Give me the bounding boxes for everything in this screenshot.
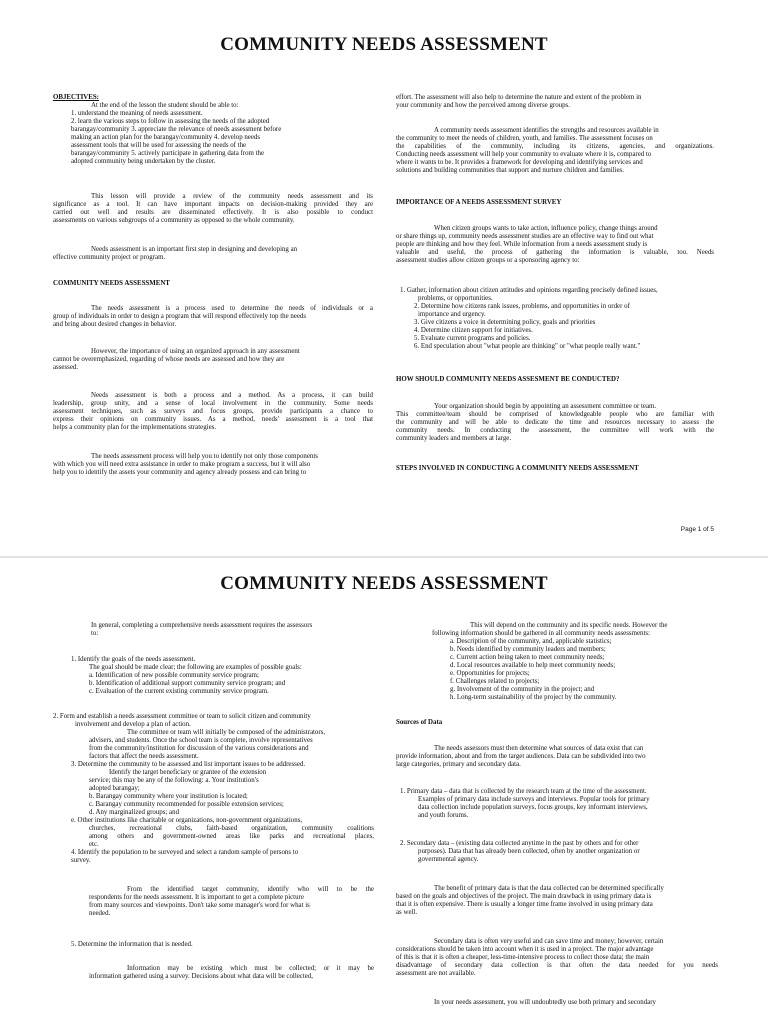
left-column (53, 622, 375, 1022)
text-line: considerations should be taken into account when it is used in a project. The major advantage (396, 946, 654, 953)
text-line: disadvantage of secondary data collection is that often the data needed for you needs (396, 962, 718, 969)
text-line: to: (91, 630, 99, 637)
text-line: c. Barangay community recommended for possible extension services; (89, 801, 284, 808)
text-line: The needs assessment is a process used to determine the needs of individuals or a (91, 305, 373, 312)
text-line: This committee/team should be comprised of knowledgeable people who are familiar with (396, 411, 714, 418)
text-line: from many sources and viewpoints. Don't take some manager's word for what is (89, 902, 310, 909)
text-line: 3. Give citizens a voice in determining policy, goals and priorities (414, 319, 596, 326)
text-line: This will depend on the community and its specific needs. However the (470, 622, 668, 629)
text-line: The committee or team will initially be composed of the administrators, (127, 729, 326, 736)
text-line: b. Needs identified by community leaders and members; (450, 646, 606, 653)
text-line: valuable and useful, the process of gathering the information is valuable, too. Needs (396, 249, 714, 256)
text-line: assessment techniques, such as surveys and focus groups, provide participants a chance to (53, 408, 373, 415)
text-line: importance and urgency. (418, 311, 486, 318)
text-line: carried out well and results are disseminated effectively. It is also possible to conduct (53, 209, 373, 216)
text-line: f. Challenges related to projects; (450, 678, 540, 685)
page-title: COMMUNITY NEEDS ASSESSMENT (220, 573, 548, 594)
text-line: c. Evaluation of the current existing community service program. (89, 688, 269, 695)
text-line: help you to identify the assets your community and agency already possess and can bring to (53, 469, 307, 476)
text-line: your community and how the perceived among diverse groups. (396, 102, 570, 109)
text-line: churches, recreational clubs, faith-based organization, community coalitions (89, 825, 374, 832)
text-line: information gathered using a survey. Decisions about what data will be collected, (89, 973, 314, 980)
text-line: Needs assessment is both a process and a method. As a process, it can build (91, 392, 373, 399)
text-line: 1. understand the meaning of needs assessment. (71, 110, 203, 117)
text-line: h. Long-term sustainability of the project by the community. (450, 694, 617, 701)
left-column (53, 94, 375, 494)
text-line: involvement and develop a plan of action. (75, 721, 191, 728)
text-line: a. Identification of new possible community service program; (89, 672, 259, 679)
section-heading: Sources of Data (396, 719, 443, 726)
text-line: e. Other institutions like charitable or organizations, non-government organizations, (71, 817, 303, 824)
section-heading: IMPORTANCE OF A NEEDS ASSESSMENT SURVEY (396, 199, 562, 206)
text-line: barangay/community 5. actively participate in gathering data from the (71, 150, 265, 157)
text-line: This lesson will provide a review of the community needs assessment and its (91, 193, 373, 200)
text-line: problems, or opportunities. (418, 295, 493, 302)
text-line: Conducting needs assessment will help your community to evaluate where it is, compared to (396, 151, 652, 158)
text-line: governmental agency. (418, 856, 479, 863)
text-line: among others and government-owned areas like parks and recreational places, (89, 833, 374, 840)
text-line: etc. (89, 841, 99, 848)
text-line: The needs assessors must then determine what sources of data exist that can (434, 745, 644, 752)
text-line: the community and will be able to dedicate the time and resources necessary to assess the (396, 419, 714, 426)
text-line: survey. (71, 857, 91, 864)
text-line: The goal should be made clear; the following are examples of possible goals: (89, 664, 302, 671)
text-line: b. Identification of additional support community service program; and (89, 680, 286, 687)
text-line: b. Barangay community where your institution is located; (89, 793, 248, 800)
text-line: purposes). Data that has already been collected, often by another organization or (418, 848, 640, 855)
text-line: assessed. (53, 364, 79, 371)
text-line: advisers, and students. Once the school team is complete, involve representatives (89, 737, 313, 744)
text-line: significance as a tool. It can have important impacts on decision-making provided they are (53, 201, 373, 208)
text-line: d. Any marginalized groups; and (89, 809, 180, 816)
right-column (396, 622, 718, 1022)
text-line: 5. Evaluate current programs and policies. (414, 335, 531, 342)
right-column (396, 94, 716, 494)
text-line: leadership, group unity, and a sense of local involvement in the community. Some needs (53, 400, 373, 407)
text-line: A community needs assessment identifies the strengths and resources available in (434, 127, 659, 134)
text-line: assessment studies allow citizen groups or a sponsoring agency to: (396, 257, 580, 264)
text-line: 1. Identify the goals of the needs assessment. (71, 656, 196, 663)
text-line: From the identified target community, identify who will to be the (127, 886, 374, 893)
text-line: with which you will need extra assistance in order to make program a success, but it will also (53, 461, 311, 468)
text-line: Examples of primary data include surveys and interviews. Popular tools for primary (418, 796, 650, 803)
text-line: where it wants to be. It provides a framework for developing and identifying services and (396, 159, 643, 166)
text-line: the capabilities of the community, including its citizens, agencies, and organizations. (396, 143, 714, 150)
text-line: barangay/community 3. appreciate the relevance of needs assessment before (71, 126, 282, 133)
text-line: 1. Primary data – data that is collected by the research team at the time of the assessment. (400, 788, 647, 795)
text-line: 4. Determine citizen support for initiatives. (414, 327, 533, 334)
text-line: 2. learn the various steps to follow in assessing the needs of the adopted (71, 118, 270, 125)
text-line: needed. (89, 910, 111, 917)
text-line: However, the importance of using an organized approach in any assessment (91, 348, 300, 355)
text-line: solutions and building communities that support and nurture children and families. (396, 167, 624, 174)
section-heading: COMMUNITY NEEDS ASSESSMENT (53, 280, 170, 287)
text-line: people are thinking and how they feel. While information from a needs assessment study is (396, 241, 648, 248)
text-line: factors that affect the needs assessment. (89, 753, 199, 760)
text-line: 5. Determine the information that is needed. (71, 941, 193, 948)
text-line: 2. Secondary data – (existing data collected anytime in the past by others and for other (400, 840, 639, 847)
text-line: group of individuals in order to design a program that will respond effectively top the needs (53, 313, 307, 320)
text-line: effort. The assessment will also help to determine the nature and extent of the problem in (396, 94, 642, 101)
text-line: respondents for the needs assessment. It is important to get a complete picture (89, 894, 304, 901)
text-line: At the end of the lesson the student should be able to: (91, 102, 239, 109)
text-line: Identify the target beneficiary or grantee of the extension (109, 769, 267, 776)
text-line: cannot be overemphasized, regarding of whose needs are assessed and how they are (53, 356, 285, 363)
text-line: When citizen groups wants to take action, influence policy, change things around (434, 225, 658, 232)
text-line: assessment are not available. (396, 970, 476, 977)
text-line: 4. Identify the population to be surveyed and select a random sample of persons to (71, 849, 299, 856)
text-line: 6. End speculation about "what people are thinking" or "what people really want." (414, 343, 641, 350)
text-line: assessment tools that will be used for assessing the needs of the (71, 142, 247, 149)
text-line: adopted barangay; (89, 785, 140, 792)
text-line: Needs assessment is an important first step in designing and developing an (91, 246, 298, 253)
page-title: COMMUNITY NEEDS ASSESSMENT (220, 34, 548, 55)
text-line: Your organization should begin by appointing an assessment committee or team. (434, 403, 657, 410)
text-line: 1. Gather, information about citizen attitudes and opinions regarding precisely defined issues, (400, 287, 658, 294)
text-line: from the community/institution for discussion of the various considerations and (89, 745, 309, 752)
text-line: Secondary data is often very useful and can save time and money; however, certain (434, 938, 664, 945)
document-page-2 (0, 558, 768, 1024)
text-line: community needs. In conducting the assessment, the committee will work with the (396, 427, 714, 434)
text-line: 3. Determine the community to be assessed and list important issues to be addressed. (71, 761, 306, 768)
text-line: Information may be existing which must be collected; or it may be (127, 965, 374, 972)
text-line: and bring about desired changes in behavior. (53, 321, 177, 328)
text-line: The benefit of primary data is that the data collected can be determined specifically (434, 885, 664, 892)
text-line: as well. (396, 909, 418, 916)
text-line: of this is that it is often a cheaper, less-time-intensive process to collect those data; the main (396, 954, 650, 961)
section-heading: OBJECTIVES: (53, 94, 99, 101)
text-line: express their opinions on community issues. As a method, needs' assessment is a tool that (53, 416, 373, 423)
text-line: effective community project or program. (53, 254, 166, 261)
section-heading: STEPS INVOLVED IN CONDUCTING A COMMUNITY NEEDS ASSESSMENT (396, 465, 639, 472)
text-line: provide information, about and from the target audiences. Data can be subdivided into two (396, 753, 646, 760)
text-line: 2. Determine how citizens rank issues, problems, and opportunities in order of (414, 303, 630, 310)
text-line: g. Involvement of the community in the project; and (450, 686, 595, 693)
text-line: service; this may be any of the following: a. Your institution's (89, 777, 259, 784)
text-line: The needs assessment process will help you to identify not only those components (91, 453, 318, 460)
text-line: d. Local resources available to help meet community needs; (450, 662, 616, 669)
text-line: following information should be gathered in all community needs assessments: (432, 630, 650, 637)
text-line: assessments on various subgroups of a community as opposed to the whole community. (53, 217, 295, 224)
text-line: helps a community plan for the implementations strategies. (53, 424, 217, 431)
text-line: and youth forums. (418, 812, 469, 819)
text-line: In your needs assessment, you will undoubtedly use both primary and secondary (434, 999, 656, 1006)
text-line: e. Opportunities for projects; (450, 670, 530, 677)
text-line: a. Description of the community, and, applicable statistics; (450, 638, 612, 645)
text-line: that it is often expensive. There is usually a longer time frame involved in using primary data (396, 901, 653, 908)
text-line: the community to meet the needs of children, youth, and families. The assessment focuses on (396, 135, 653, 142)
text-line: community leaders and members at large. (396, 435, 512, 442)
section-heading: HOW SHOULD COMMUNITY NEEDS ASSESMENT BE CONDUCTED? (396, 376, 620, 383)
text-line: making an action plan for the barangay/community 4. develop needs (71, 134, 261, 141)
text-line: adopted community being undertaken by the cluster. (71, 158, 216, 165)
text-line: or share things up, community needs assessment studies are an effective way to find out what (396, 233, 654, 240)
text-line: based on the goals and objectives of the project. The main drawback in using primary data is (396, 893, 652, 900)
text-line: large categories, primary and secondary data. (396, 761, 521, 768)
text-line: data collection include population surveys, focus groups, key informant interviews, (418, 804, 648, 811)
text-line: c. Current action being taken to meet community needs; (450, 654, 605, 661)
text-line: 2. Form and establish a needs assessment committee or team to solicit citizen and community (53, 713, 311, 720)
page-number: Page 1 of 5 (680, 526, 714, 533)
text-line: In general, completing a comprehensive needs assessment requires the assessors (91, 622, 313, 629)
